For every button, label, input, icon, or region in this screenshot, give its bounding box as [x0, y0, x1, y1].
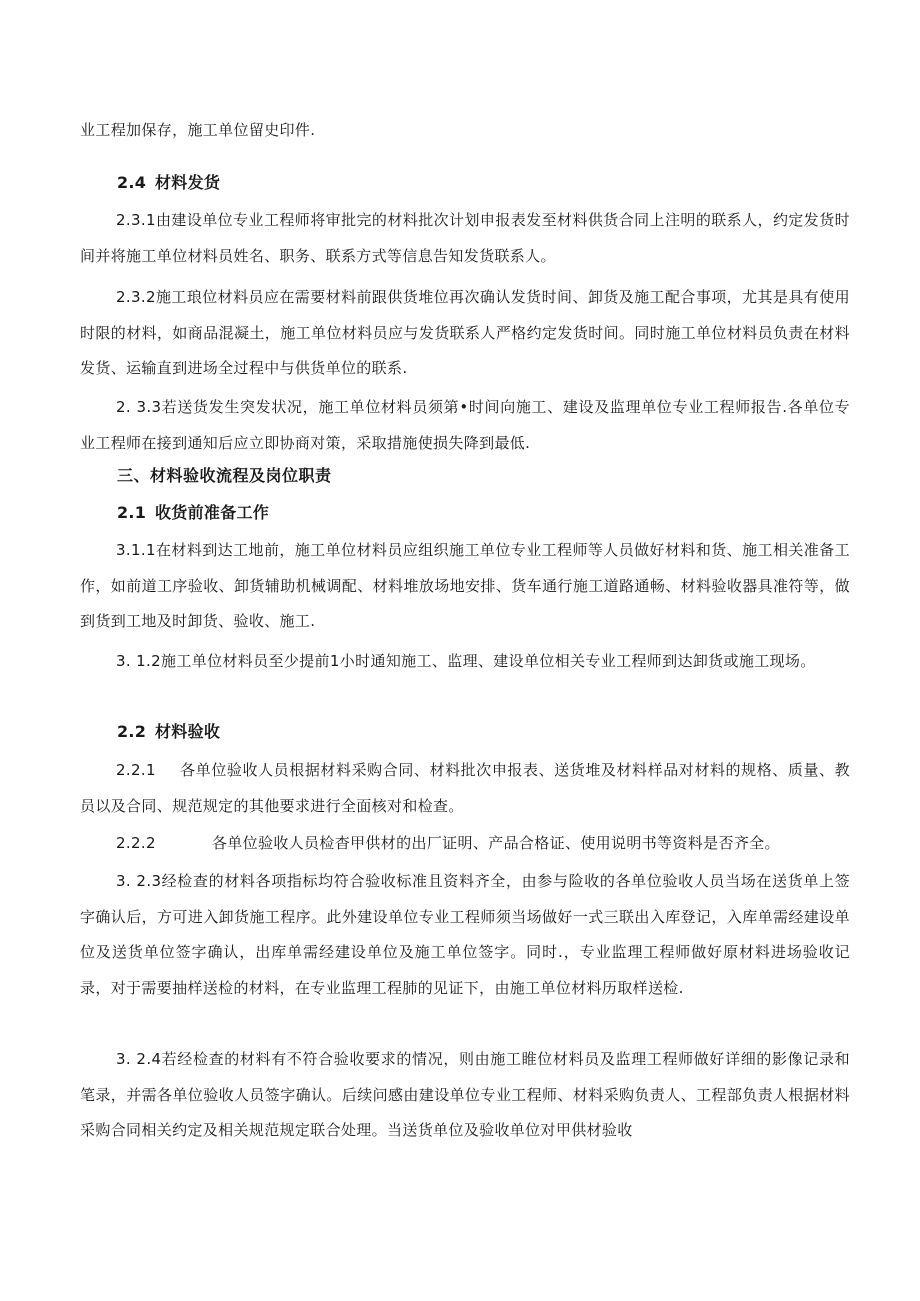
paragraph-3-1-1: 3.1.1在材料到达工地前，施工单位材料员应组织施工单位专业工程师等人员做好材料和货、施工相关准备工作，如前道工序验收、卸货辅助机械调配、材料堆放场地安排、货车通行施工道路通畅、材料验收器具准符等，做到货到工地及时卸货、验收、施工. — [80, 541, 850, 630]
section-number: 2.4 — [117, 173, 147, 192]
section-heading-2-1 — [80, 498, 850, 528]
section-title: 材料发货 — [155, 173, 221, 192]
section-title: 收货前准备工作 — [155, 503, 270, 522]
section-number: 2.2 — [117, 722, 147, 741]
paragraph-2-3-2: 2.3.2施工琅位材料员应在需要材料前跟供货堆位再次确认发货时间、卸货及施工配合事项，尤其是具有使用时限的材料，如商品混凝土，施工单位材料员应与发货联系人严格约定发货时间。同时施工单位材料员负责在材料发货、运输直到进场全过程中与供货单位的联系. — [80, 288, 850, 377]
section-heading-2-2 — [80, 717, 850, 747]
clause-text: 各单位验收人员检杳甲供材的出厂证明、产品合格证、使用说明书等资料是否齐全。 — [211, 834, 780, 852]
section-number: 2.1 — [117, 503, 147, 522]
section-title: 材料验收 — [155, 722, 221, 741]
paragraph-2-2-2 — [80, 826, 850, 862]
clause-number: 2.2.2 — [116, 834, 156, 852]
paragraph-3-2-4: 3. 2.4若经检查的材料有不符合验收要求的情况，则由施工睢位材料员及监理工程师做好详细的影像记录和笔录，并需各单位验收人员签字确认。后续问感由建设单位专业工程师、材料采购负责人、工程部负责人根据材料采购合同相关约定及相关规范规定联合处理。当送货单位及验收单位对甲供材验收 — [80, 1050, 850, 1139]
paragraph-2-2-1 — [80, 753, 850, 824]
chapter-heading-3: 三、材料验收流程及岗位职责 — [117, 466, 332, 485]
paragraph-2-3-1: 2.3.1由建设单位专业工程师将审批完的材料批次计划申报表发至材料供货合同上注明的联系人，约定发货时间并将施工单位材料员姓名、职务、联系方式等信息告知发货联系人。 — [80, 211, 850, 265]
paragraph-3-1-2: 3. 1.2施工单位材料员至少提前1小时通知施工、监理、建设单位相关专业工程师到达卸货或施工现场。 — [116, 652, 816, 670]
section-heading-2-4 — [80, 168, 850, 198]
paragraph-continuation: 业工程加保存，施工单位留史印件. — [80, 121, 316, 139]
clause-number: 2.2.1 — [116, 761, 156, 779]
paragraph-3-2-3: 3. 2.3经检查的材料各项指标均符合验收标准且资料齐全，由参与险收的各单位验收人员当场在送货单上签字确认后，方可进入卸货施工程序。此外建设单位专业工程师须当场做好一式三联出入库登记，入库单需经建设单位及送货单位签字确认，出库单需经建设单位及施工单位签字。同时.，专业监理工程师做好原材料进场验收记录，对于需要抽样送检的材料，在专业监理工程肺的见证下，由施工单位材料历取样送检. — [80, 872, 850, 997]
paragraph-2-3-3: 2. 3.3若送货发生突发状况，施工单位材料员须第•时间向施工、建设及监理单位专业工程师报告.各单位专业工程师在接到通知后应立即协商对策，采取措施使损失降到最低. — [80, 398, 850, 452]
clause-text: 各单位验收人员根据材料采购合同、材料批次申报表、送货堆及材料样品对材料的规格、质量、教员以及合同、规范规定的其他要求进行全面核对和检查。 — [80, 761, 850, 815]
